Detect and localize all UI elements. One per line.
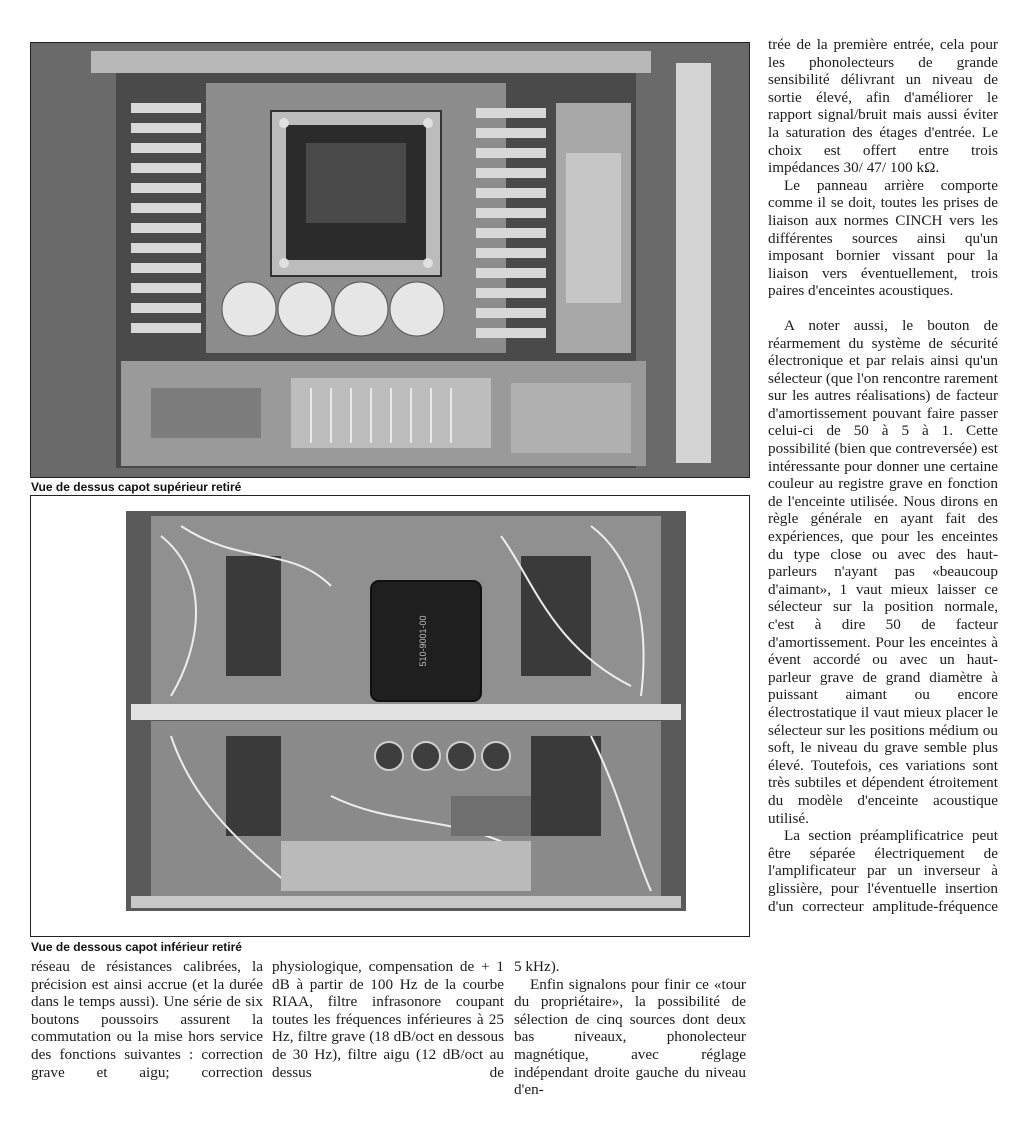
text-column-2	[272, 958, 504, 1081]
paragraph: trée de la première entrée, cela pour les phonolecteurs de grande sensibilité délivrant un niveau de sortie élevé, afin d'améliorer le rapport signal/bruit mais aussi éviter la saturation des étages d'entrée. Le choix est offert entre trois impédances 30/ 47/ 100 kΩ.	[768, 36, 998, 177]
paragraph: La section préamplificatrice peut être séparée électriquement de l'amplificateur par un inverseur à glissière, pour l'éventuelle insertion d'un correcteur amplitude-fréquence	[768, 827, 998, 915]
paragraph: réseau de résistances calibrées, la précision est ainsi accrue (et la durée dans le temps aussi). Une série de six boutons poussoirs assurent la commutation ou la mise hors service des fonctions suivantes : correction grave et aigu; correction	[31, 958, 263, 1081]
paragraph: Enfin signalons pour finir ce «tour du propriétaire», la possibilité de sélection de cinq sources dont deux bas niveaux, phonolecteur magnétique, avec réglage indépendant droite gauche du niveau d'en-	[514, 975, 746, 1099]
top-view-photo	[30, 42, 750, 478]
text-column-1	[31, 958, 263, 1081]
paragraph: Le panneau arrière comporte comme il se doit, toutes les prises de liaison aux normes CINCH vers les différentes sources ainsi qu'un imposant bornier vissant pour la liaison vers éventuellement, trois paires d'enceintes acoustiques.	[768, 176, 998, 300]
bottom-view-illustration	[31, 496, 749, 936]
paragraph: A noter aussi, le bouton de réarmement du système de sécurité électronique et par relais ainsi qu'un sélecteur (que l'on rencontre rarement sur les autres réalisations) de facteur d'amortissement pouvant faire passer celui-ci de 50 à 5 à 1. Cette possibilité (bien que contreversée) est intéressante pour donner une certaine couleur au registre grave en fonction de l'enceinte utilisée. Nous dirons en règle générale en ayant fait des expériences, que pour les enceintes du type close ou avec des haut-parleurs n'ayant pas «beaucoup d'aimant», 1 vaut mieux laisser ce sélecteur sur la position normale, c'est à dire 50 de facteur d'amortissement. Pour les enceintes à évent accordé ou avec un haut-parleur grave de grand diamètre à puissant aimant ou encore électrostatique il vaut mieux placer le sélecteur sur les positions médium ou soft, le niveau du grave semble plus élevé. Toutefois, ces variations sont très subtiles et dépendent étroitement du modèle d'enceinte acoustique utilisé.	[768, 316, 998, 827]
paragraph: 5 kHz).	[514, 958, 560, 975]
transformer-part-label: 510-9001-00	[418, 615, 428, 667]
bottom-view-photo	[30, 495, 750, 937]
text-column-right	[768, 36, 998, 915]
top-view-illustration	[31, 43, 749, 477]
bottom-photo-caption: Vue de dessous capot inférieur retiré	[31, 940, 242, 954]
paragraph: physiologique, compensation de + 1 dB à partir de 100 Hz de la courbe RIAA, filtre infrasonore coupant toutes les fréquences inférieures à 25 Hz, filtre grave (18 dB/oct en dessous de 30 Hz), filtre aigu (12 dB/oct au dessus de	[272, 958, 504, 1081]
top-photo-caption: Vue de dessus capot supérieur retiré	[31, 480, 242, 494]
text-column-3	[514, 958, 746, 1099]
